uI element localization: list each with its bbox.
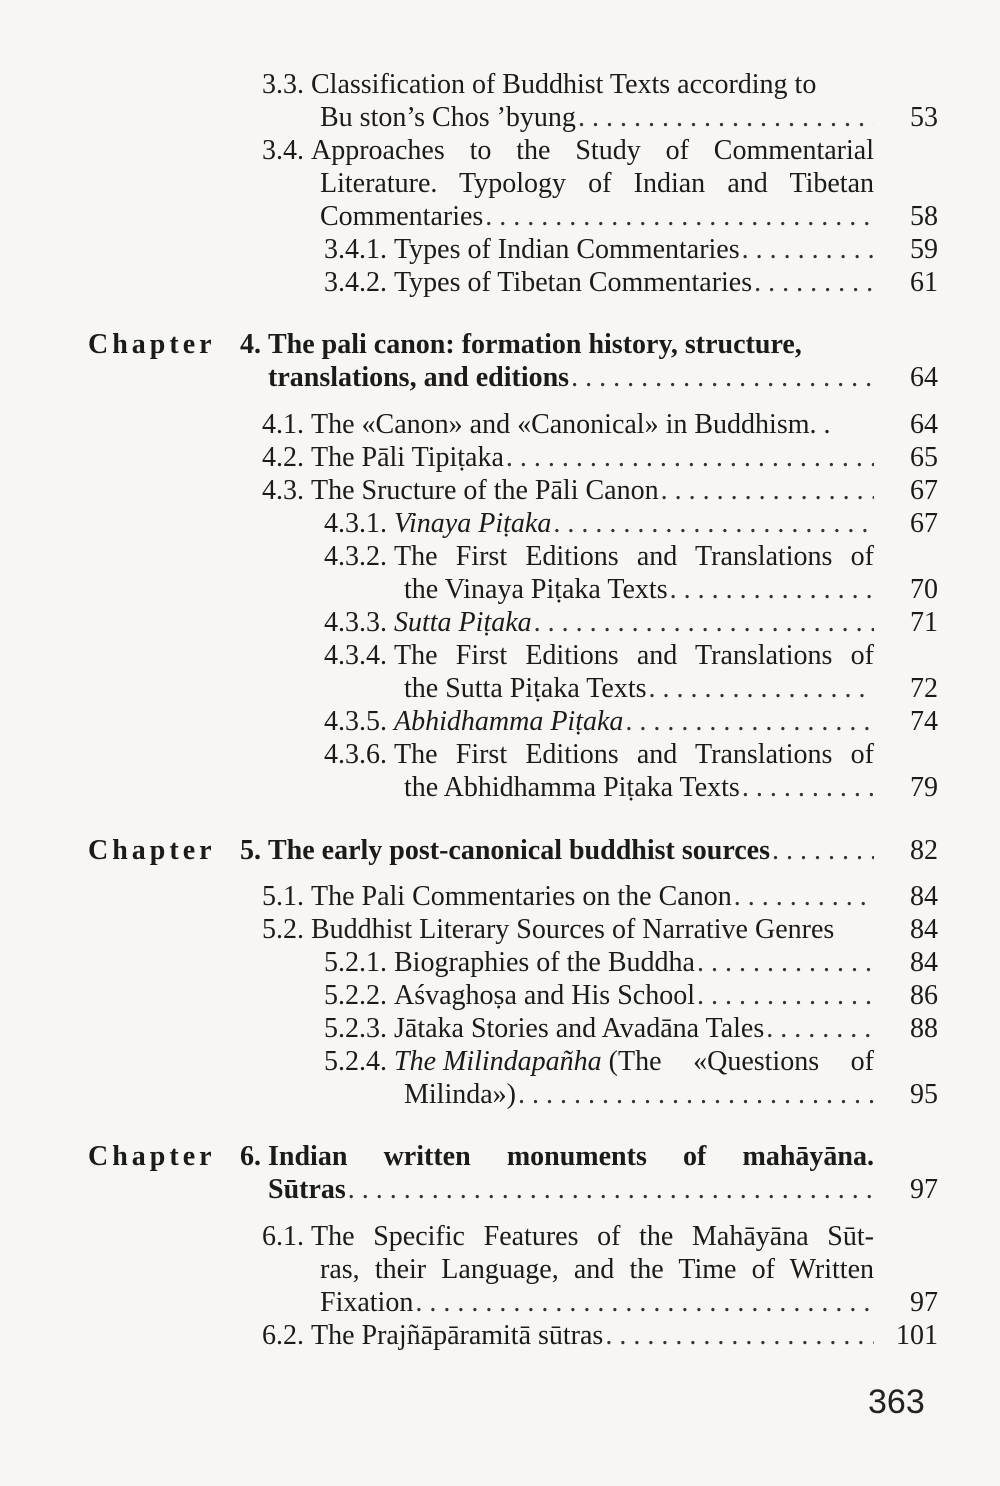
entry-number: 5.1. xyxy=(262,881,304,912)
entry-title-line: Literature. Typology of Indian and Tibetan xyxy=(320,168,874,199)
dot-leader xyxy=(504,441,874,474)
toc-entry-4-1 xyxy=(262,408,874,441)
dot-leader xyxy=(532,606,874,639)
page-number: 101 xyxy=(896,1320,938,1351)
dot-leader xyxy=(740,771,874,804)
chapter-title-line: translations, and editions xyxy=(268,362,570,393)
toc-entry-4-2 xyxy=(262,441,874,474)
entry-title-line: Approaches to the Study of Commentarial xyxy=(311,135,874,166)
entry-title: Vinaya Piṭaka xyxy=(394,508,552,539)
toc-entry-3-3 xyxy=(262,68,874,134)
toc-entry-5-2-3 xyxy=(324,1012,874,1045)
toc-entry-4-3-4 xyxy=(324,639,874,705)
page-number: 58 xyxy=(910,201,938,232)
page-number: 67 xyxy=(910,508,938,539)
toc-entry-3-4 xyxy=(262,134,874,233)
dot-leader xyxy=(551,507,874,540)
chapter-label: Chapter xyxy=(88,835,216,866)
entry-title: Sutta Piṭaka xyxy=(394,607,532,638)
entry-number: 5.2.3. xyxy=(324,1013,387,1044)
page-number: 86 xyxy=(910,980,938,1011)
dot-leader xyxy=(516,1078,874,1111)
page-number: 82 xyxy=(910,835,938,866)
chapter-number: 5. xyxy=(240,835,261,866)
page-number: 59 xyxy=(910,234,938,265)
toc-entry-4-3 xyxy=(262,474,874,507)
entry-title-line: The Specific Features of the Mahāyāna Sūt- xyxy=(311,1221,874,1252)
toc-chapter-6 xyxy=(240,1140,874,1206)
toc-entry-4-3-2 xyxy=(324,540,874,606)
toc-entry-4-3-3 xyxy=(324,606,874,639)
entry-title-line: Milinda») xyxy=(404,1079,516,1110)
chapter-title-line: Sūtras xyxy=(268,1174,346,1205)
chapter-label: Chapter xyxy=(88,1141,216,1172)
chapter-title: The early post-canonical buddhist sources xyxy=(268,835,770,866)
entry-number: 4.3.6. xyxy=(324,739,387,770)
entry-title-line: (The «Questions of xyxy=(608,1046,874,1077)
page-number: 95 xyxy=(910,1079,938,1110)
entry-number: 3.4. xyxy=(262,135,304,166)
page-number: 97 xyxy=(910,1287,938,1318)
entry-number: 6.1. xyxy=(262,1221,304,1252)
entry-number: 3.4.1. xyxy=(324,234,387,265)
entry-number: 4.3. xyxy=(262,475,304,506)
page-number: 84 xyxy=(910,947,938,978)
toc-entry-5-2 xyxy=(262,913,874,946)
entry-title-line: The First Editions and Translations of xyxy=(394,541,874,572)
entry-title: The Prajñāpāramitā sūtras xyxy=(311,1320,604,1351)
entry-title: The Sructure of the Pāli Canon xyxy=(311,475,659,506)
entry-number: 4.3.3. xyxy=(324,607,387,638)
entry-title: Abhidhamma Piṭaka xyxy=(394,706,624,737)
entry-number: 4.2. xyxy=(262,442,304,473)
entry-title: Buddhist Literary Sources of Narrative Genres xyxy=(311,914,835,945)
page-number: 79 xyxy=(910,772,938,803)
entry-title: Types of Tibetan Commentaries xyxy=(394,267,753,298)
entry-number: 4.3.4. xyxy=(324,640,387,671)
page-number: 88 xyxy=(910,1013,938,1044)
entry-title-line: The First Editions and Translations of xyxy=(394,640,874,671)
entry-title-line: The First Editions and Translations of xyxy=(394,739,874,770)
dot-leader xyxy=(413,1286,874,1319)
chapter-title-line: The pali canon: formation history, structure, xyxy=(268,329,802,360)
page-number: 84 xyxy=(910,881,938,912)
toc-chapter-4 xyxy=(240,328,874,394)
toc-entry-3-4-2 xyxy=(324,266,874,299)
page-number: 64 xyxy=(910,409,938,440)
toc-entry-3-4-1 xyxy=(324,233,874,266)
page-number: 65 xyxy=(910,442,938,473)
dot-leader xyxy=(569,361,874,394)
toc-entry-5-1 xyxy=(262,880,874,913)
entry-title-line: the Sutta Piṭaka Texts xyxy=(404,673,647,704)
entry-title-line: ras, their Language, and the Time of Written xyxy=(320,1254,874,1285)
entry-title: Jātaka Stories and Avadāna Tales xyxy=(394,1013,765,1044)
entry-title-line: Fixation xyxy=(320,1287,414,1318)
page-number: 61 xyxy=(910,267,938,298)
dot-leader xyxy=(623,705,874,738)
page-number: 84 xyxy=(910,914,938,945)
entry-number: 6.2. xyxy=(262,1320,304,1351)
dot-leader xyxy=(346,1173,874,1206)
entry-title: Aśvaghoṣa and His School xyxy=(394,980,695,1011)
dot-leader xyxy=(752,266,874,299)
entry-number: 3.4.2. xyxy=(324,267,387,298)
chapter-label: Chapter xyxy=(88,329,216,360)
dot-leader xyxy=(770,834,874,867)
toc-entry-5-2-4 xyxy=(324,1045,874,1111)
entry-number: 4.1. xyxy=(262,409,304,440)
page-number: 64 xyxy=(910,362,938,393)
toc-entry-6-1 xyxy=(262,1220,874,1319)
entry-number: 5.2.1. xyxy=(324,947,387,978)
entry-number: 5.2. xyxy=(262,914,304,945)
entry-title: The Pali Commentaries on the Canon xyxy=(311,881,732,912)
toc-entry-5-2-2 xyxy=(324,979,874,1012)
dot-leader xyxy=(576,101,874,134)
chapter-number: 6. xyxy=(240,1141,261,1172)
dot-leader xyxy=(695,979,874,1012)
entry-number: 4.3.1. xyxy=(324,508,387,539)
entry-title: The Pāli Tipiṭaka xyxy=(311,442,504,473)
toc-entry-4-3-5 xyxy=(324,705,874,738)
dot-leader xyxy=(668,573,874,606)
chapter-number: 4. xyxy=(240,329,261,360)
page-number: 74 xyxy=(910,706,938,737)
toc-chapter-5 xyxy=(240,834,874,867)
folio-page-number: 363 xyxy=(868,1383,925,1421)
dot-leader xyxy=(740,233,874,266)
entry-title: Biographies of the Buddha xyxy=(394,947,695,978)
entry-title-line: Commentaries xyxy=(320,201,484,232)
page-number: 70 xyxy=(910,574,938,605)
page-number: 67 xyxy=(910,475,938,506)
toc-entry-6-2 xyxy=(262,1319,874,1352)
page-number: 97 xyxy=(910,1174,938,1205)
dot-leader xyxy=(732,880,874,913)
dot-leader xyxy=(647,672,875,705)
dot-leader xyxy=(695,946,874,979)
dot-leader xyxy=(483,200,874,233)
entry-title-line: Classification of Buddhist Texts according to xyxy=(311,69,817,100)
entry-title: Types of Indian Commentaries xyxy=(394,234,740,265)
toc-entry-4-3-6 xyxy=(324,738,874,804)
entry-title-italic: The Milindapañha xyxy=(394,1046,602,1077)
entry-number: 3.3. xyxy=(262,69,304,100)
entry-title-line: the Abhidhamma Piṭaka Texts xyxy=(404,772,740,803)
page-number: 72 xyxy=(910,673,938,704)
toc-entry-5-2-1 xyxy=(324,946,874,979)
dot-leader xyxy=(603,1319,874,1352)
entry-number: 5.2.4. xyxy=(324,1046,387,1077)
entry-number: 4.3.2. xyxy=(324,541,387,572)
chapter-title-line: Indian written monuments of mahāyāna. xyxy=(268,1141,874,1172)
entry-title-line: Bu ston’s Chos ’byung xyxy=(320,102,576,133)
dot-leader xyxy=(659,474,874,507)
entry-title-line: the Vinaya Piṭaka Texts xyxy=(404,574,668,605)
page-number: 71 xyxy=(910,607,938,638)
page-number: 53 xyxy=(910,102,938,133)
entry-number: 5.2.2. xyxy=(324,980,387,1011)
dot-leader xyxy=(764,1012,874,1045)
entry-number: 4.3.5. xyxy=(324,706,387,737)
entry-title: The «Canon» and «Canonical» in Buddhism. . xyxy=(311,409,831,440)
toc-entry-4-3-1 xyxy=(324,507,874,540)
